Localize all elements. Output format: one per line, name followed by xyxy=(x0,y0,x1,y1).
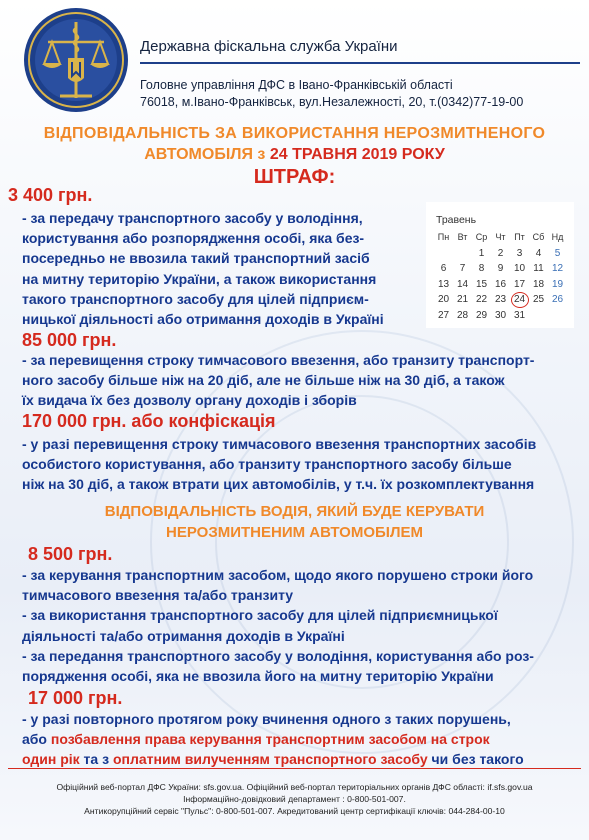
calendar-day: 17 xyxy=(513,278,526,290)
fine-description-3 xyxy=(22,434,536,495)
calendar-day: 13 xyxy=(437,278,450,290)
calendar-day: 14 xyxy=(456,278,469,290)
calendar-day: 11 xyxy=(533,263,544,275)
title-line-1: ВІДПОВІДАЛЬНІСТЬ ЗА ВИКОРИСТАННЯ НЕРОЗМИТНЕНОГО xyxy=(43,125,546,142)
text-line: - за перевищення строку тимчасового ввезення, або транзиту транспорт- xyxy=(22,352,535,368)
calendar-day: 30 xyxy=(494,309,507,321)
text-line: - за керування транспортним засобом, щодо якого порушено строки його xyxy=(22,567,534,583)
fine-description-5 xyxy=(22,709,524,770)
calendar-day-highlighted: 24 xyxy=(510,292,529,308)
fine-heading: ШТРАФ: xyxy=(253,166,336,188)
calendar-day: 8 xyxy=(478,263,485,275)
calendar-day: 5 xyxy=(554,247,561,259)
text-line: користування або розпорядження особі, яка без- xyxy=(22,230,365,247)
calendar-weekday: Ср xyxy=(475,232,488,242)
calendar-day: 3 xyxy=(516,247,523,259)
fine-description-2 xyxy=(22,350,534,411)
calendar-weekday: Чт xyxy=(495,232,506,242)
calendar-weekday: Нд xyxy=(551,232,564,242)
org-address: 76018, м.Івано-Франківськ, вул.Незалежності, 20, т.(0342)77-19-00 xyxy=(140,95,524,109)
text-span-red: позбавлення права керування транспортним засобом на строк xyxy=(50,731,490,748)
calendar-day: 10 xyxy=(513,263,526,275)
text-line: такого транспортного засобу для цілей підприєм- xyxy=(22,290,369,307)
fine-amount-1: 3 400 грн. xyxy=(8,185,93,205)
text-line: - за передачу транспортного засобу у володіння, xyxy=(22,210,363,226)
calendar-day: 25 xyxy=(532,294,545,306)
text-span: чи без такого xyxy=(427,751,524,768)
text-line: порядження особі, яка не ввозила його на митну територію України xyxy=(22,668,494,685)
title-date: 24 ТРАВНЯ 2019 РОКУ xyxy=(269,146,445,163)
title-line-2-prefix: АВТОМОБІЛЯ з xyxy=(144,146,270,163)
calendar-day: 12 xyxy=(551,263,564,275)
driver-title-line-1: ВІДПОВІДАЛЬНІСТЬ ВОДІЯ, ЯКИЙ БУДЕ КЕРУВАТИ xyxy=(104,503,485,520)
text-line: на митну територію України, а також використання xyxy=(22,270,377,287)
title-line-2 xyxy=(0,146,589,164)
calendar-day: 1 xyxy=(478,247,485,259)
text-line: тимчасового ввезення та/або транзиту xyxy=(22,587,294,604)
org-name: Державна фіскальна служба України xyxy=(140,38,398,55)
fine-description-4 xyxy=(22,565,534,686)
text-span-red: оплатним вилученням транспортного засобу xyxy=(112,751,428,768)
calendar-day: 20 xyxy=(437,294,450,306)
text-line: особистого користування, або транзиту транспортного засобу більше xyxy=(22,456,512,473)
calendar-day: 15 xyxy=(475,278,488,290)
text-line: посередньо не ввозила такий транспортний засіб xyxy=(22,250,370,267)
footer-line-2: Інформаційно-довідковий департамент : 0-800-501-007. xyxy=(183,794,406,804)
calendar-day: 19 xyxy=(551,278,564,290)
text-line: - за використання транспортного засобу для цілей підприємницької xyxy=(22,607,498,624)
fine-amount-3: 170 000 грн. або конфіскація xyxy=(22,411,276,431)
text-line: - у разі перевищення строку тимчасового ввезення транспортних засобів xyxy=(22,436,537,452)
fine-amount-5: 17 000 грн. xyxy=(28,688,123,708)
text-line: - у разі повторного протягом року вчинення одного з таких порушень, xyxy=(22,711,511,727)
calendar-may xyxy=(426,202,574,328)
text-line: діяльності та/або отримання доходів в Україні xyxy=(22,627,345,644)
calendar-weekday: Сб xyxy=(532,232,545,242)
calendar-day: 27 xyxy=(437,309,450,321)
text-line: ного засобу більше ніж на 20 діб, але не більше ніж на 30 діб, а також xyxy=(22,372,505,389)
calendar-month: Травень xyxy=(436,214,477,226)
text-span: та з xyxy=(79,751,113,768)
calendar-day: 4 xyxy=(535,247,542,259)
calendar-day: 2 xyxy=(497,247,504,259)
calendar-day: 9 xyxy=(497,263,504,275)
calendar-day: 28 xyxy=(456,309,469,321)
text-line xyxy=(22,729,524,749)
header-divider xyxy=(140,62,580,64)
calendar-weekday: Вт xyxy=(457,232,468,242)
fine-description-1 xyxy=(22,208,384,329)
footer-line-1: Офіційний веб-портал ДФС України: sfs.gov.ua. Офіційний веб-портал територіальних органів ДФС області: if.sfs.gov.ua xyxy=(56,782,533,792)
text-line: їх видача їх без дозволу органу доходів і зборів xyxy=(22,392,357,409)
calendar-day: 7 xyxy=(459,263,466,275)
fine-amount-4: 8 500 грн. xyxy=(28,544,113,564)
text-span: або xyxy=(22,731,51,748)
text-line xyxy=(22,749,524,769)
calendar-weekday: Пн xyxy=(437,232,450,242)
driver-title-line-2: НЕРОЗМИТНЕНИМ АВТОМОБІЛЕМ xyxy=(166,524,423,541)
dfs-logo xyxy=(22,6,130,114)
calendar-day: 16 xyxy=(494,278,507,290)
text-line: - за передання транспортного засобу у володіння, користування або роз- xyxy=(22,647,534,664)
text-line: ницької діяльності або отримання доходів в Україні xyxy=(22,311,384,328)
calendar-day: 6 xyxy=(440,263,447,275)
org-subtitle: Головне управління ДФС в Івано-Франківській області xyxy=(140,78,453,92)
calendar-grid xyxy=(434,230,567,324)
text-span-red: один рік xyxy=(22,751,80,768)
fine-amount-2: 85 000 грн. xyxy=(22,330,117,350)
calendar-day: 23 xyxy=(494,294,507,306)
calendar-day: 31 xyxy=(513,309,526,321)
calendar-day: 22 xyxy=(475,294,488,306)
calendar-day: 18 xyxy=(532,278,545,290)
footer-line-3: Антикорупційний сервіс "Пульс": 0-800-501-007. Акредитований центр сертифікації ключів: 044-284-00-10 xyxy=(84,806,505,816)
calendar-day: 29 xyxy=(475,309,488,321)
calendar-day: 26 xyxy=(551,294,564,306)
calendar-weekday: Пт xyxy=(514,232,525,242)
text-line: ніж на 30 діб, а також втрати цих автомобілів, у т.ч. їх розкомплектування xyxy=(22,476,535,493)
calendar-day: 21 xyxy=(456,294,469,306)
footer-divider xyxy=(8,768,581,769)
